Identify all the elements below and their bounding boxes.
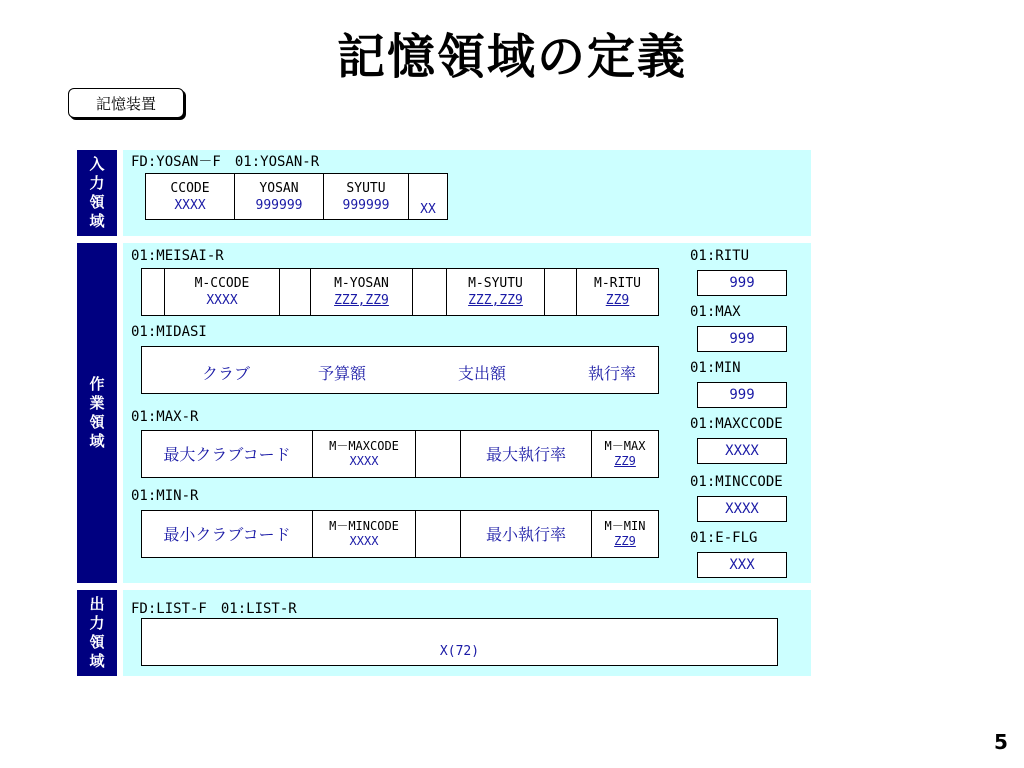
- work-area-label: 作 業 領 域: [77, 243, 117, 583]
- min-r-spacer: [416, 511, 461, 557]
- field-name: YOSAN: [259, 180, 299, 196]
- field-value: ZZ9: [614, 534, 636, 548]
- min-r-record: [141, 510, 659, 558]
- max-club-text: 最大クラブコード: [142, 431, 313, 477]
- midasi-header: 01:MIDASI: [131, 324, 207, 340]
- input-file-header: FD:YOSAN－F 01:YOSAN-R: [131, 154, 320, 170]
- var-min-value: 999: [697, 382, 787, 408]
- var-maxccode-name: 01:MAXCCODE: [690, 416, 783, 432]
- midasi-expense: 支出額: [458, 364, 507, 383]
- min-field: [592, 511, 658, 557]
- field-value: ZZZ,ZZ9: [468, 293, 523, 308]
- output-value: X(72): [439, 644, 480, 659]
- output-area-label: 出 力 領 域: [77, 590, 117, 676]
- input-record: [145, 173, 409, 220]
- input-area-label: 入 力 領 域: [77, 150, 117, 236]
- filler-value: XX: [420, 202, 436, 217]
- max-field: [592, 431, 658, 477]
- max-rate-text: 最大執行率: [461, 431, 592, 477]
- input-filler: [408, 173, 448, 220]
- field-name: SYUTU: [346, 180, 386, 196]
- max-r-header: 01:MAX-R: [131, 409, 199, 425]
- var-eflg-value: XXX: [697, 552, 787, 578]
- field-name: M-RITU: [594, 276, 641, 291]
- meisai-spacer: [280, 269, 311, 315]
- field-value: 999999: [255, 197, 303, 213]
- field-value: ZZZ,ZZ9: [334, 293, 389, 308]
- var-max-value: 999: [697, 326, 787, 352]
- output-record: [141, 618, 778, 666]
- var-maxccode-value: XXXX: [697, 438, 787, 464]
- field-name: M－MAX: [604, 439, 646, 453]
- field-value: XXXX: [206, 293, 238, 308]
- output-file-header: FD:LIST-F 01:LIST-R: [131, 601, 297, 617]
- field-name: M-CCODE: [194, 276, 250, 291]
- meisai-field-ccode: [165, 269, 280, 315]
- var-ritu-name: 01:RITU: [690, 248, 750, 264]
- meisai-spacer: [142, 269, 165, 315]
- meisai-spacer: [413, 269, 447, 315]
- field-value: ZZ9: [605, 293, 630, 308]
- field-value: XXXX: [174, 197, 206, 213]
- meisai-field-syutu: [447, 269, 545, 315]
- page-number: 5: [994, 730, 1008, 754]
- field-name: M－MIN: [604, 519, 646, 533]
- field-value: XXXX: [349, 454, 379, 468]
- var-ritu-value: 999: [697, 270, 787, 296]
- var-max-name: 01:MAX: [690, 304, 741, 320]
- var-minccode-name: 01:MINCCODE: [690, 474, 783, 490]
- max-r-spacer: [416, 431, 461, 477]
- input-field-ccode: [146, 174, 235, 219]
- field-value: XXXX: [349, 534, 379, 548]
- field-name: M－MINCODE: [329, 519, 399, 533]
- meisai-field-yosan: [311, 269, 413, 315]
- min-club-text: 最小クラブコード: [142, 511, 313, 557]
- meisai-record: [141, 268, 659, 316]
- min-code-field: [313, 511, 416, 557]
- var-min-name: 01:MIN: [690, 360, 741, 376]
- meisai-field-ritu: [577, 269, 658, 315]
- storage-device-tag: 記憶装置: [68, 88, 184, 118]
- page-title: 記憶領域の定義: [336, 29, 687, 85]
- field-name: M－MAXCODE: [329, 439, 399, 453]
- field-value: 999999: [342, 197, 390, 213]
- var-minccode-value: XXXX: [697, 496, 787, 522]
- midasi-rate: 執行率: [588, 364, 637, 383]
- field-name: M-YOSAN: [334, 276, 389, 291]
- field-name: CCODE: [170, 180, 210, 196]
- midasi-club: クラブ: [202, 364, 251, 383]
- min-rate-text: 最小執行率: [461, 511, 592, 557]
- meisai-spacer: [545, 269, 577, 315]
- meisai-header: 01:MEISAI-R: [131, 248, 224, 264]
- midasi-record: [141, 346, 659, 394]
- field-value: ZZ9: [614, 454, 636, 468]
- midasi-budget: 予算額: [318, 364, 367, 383]
- input-field-yosan: [235, 174, 324, 219]
- field-name: M-SYUTU: [468, 276, 523, 291]
- max-code-field: [313, 431, 416, 477]
- min-r-header: 01:MIN-R: [131, 488, 199, 504]
- var-eflg-name: 01:E-FLG: [690, 530, 758, 546]
- input-field-syutu: [324, 174, 408, 219]
- max-r-record: [141, 430, 659, 478]
